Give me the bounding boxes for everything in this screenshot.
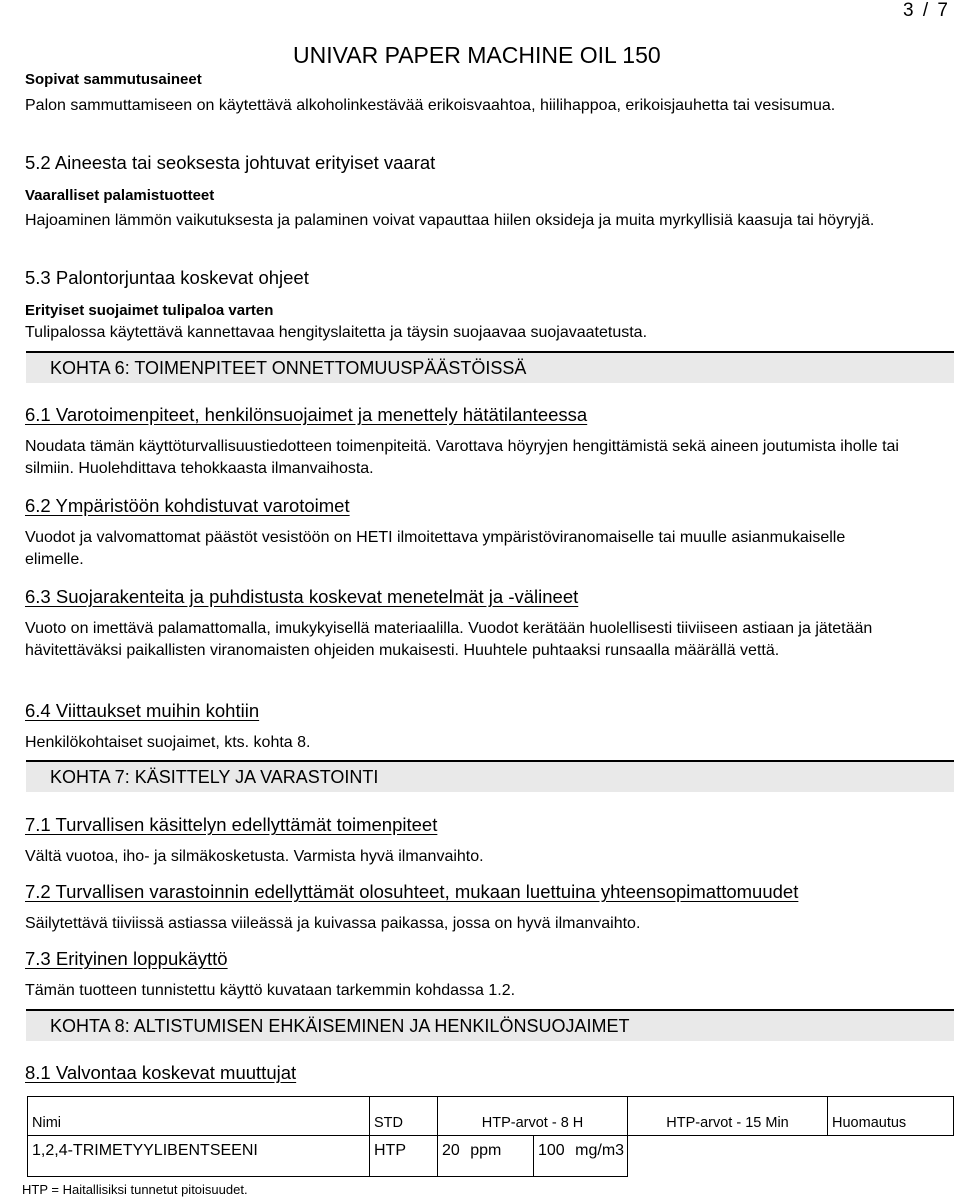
cell-empty-1: [628, 1136, 828, 1177]
heading-5-3: 5.3 Palontorjuntaa koskevat ohjeet: [25, 267, 309, 288]
footnote: HTP = Haitallisiksi tunnetut pitoisuudet.: [22, 1182, 248, 1197]
page-total: 7: [937, 0, 950, 21]
section-title-8: KOHTA 8: ALTISTUMISEN EHKÄISEMINEN JA HENKILÖNSUOJAIMET: [50, 1016, 630, 1036]
heading-5-2: 5.2 Aineesta tai seoksesta johtuvat erityiset vaarat: [25, 152, 436, 173]
page-separator: /: [922, 0, 931, 21]
section-band-7: [26, 760, 954, 792]
heading-6-4: 6.4 Viittaukset muihin kohtiin: [25, 700, 260, 721]
value-8h-number: 20: [442, 1142, 460, 1159]
cell-empty-2: [828, 1136, 954, 1177]
page-number: [903, 0, 950, 22]
section-band-8: [26, 1009, 954, 1041]
value-15min-number: 100: [538, 1142, 565, 1159]
cell-std: HTP: [370, 1136, 438, 1177]
cell-name: 1,2,4-TRIMETYYLIBENTSEENI: [28, 1136, 370, 1177]
cell-15min-value: [534, 1136, 628, 1177]
value-15min-unit: mg/m3: [575, 1142, 625, 1159]
text-hazardous-combustion: Hajoaminen lämmön vaikutuksesta ja palaminen voivat vapauttaa hiilen oksideja ja muita myrkyllisiä kaasuja tai höyryjä.: [25, 212, 875, 229]
col-header-htp-15min: HTP-arvot - 15 Min: [628, 1097, 828, 1136]
heading-7-2: 7.2 Turvallisen varastoinnin edellyttämät olosuhteet, mukaan luettuina yhteensopimattomuudet: [25, 881, 799, 902]
value-8h-unit: ppm: [470, 1142, 502, 1159]
text-7-3: Tämän tuotteen tunnistettu käyttö kuvataan tarkemmin kohdassa 1.2.: [25, 982, 516, 999]
text-extinguishers: Palon sammuttamiseen on käytettävä alkoholinkestävää erikoisvaahtoa, hiilihappoa, erikoisjauhetta tai vesisumua.: [25, 97, 836, 114]
heading-8-1: 8.1 Valvontaa koskevat muuttujat: [25, 1062, 297, 1083]
label-hazardous-combustion: Vaaralliset palamistuotteet: [25, 187, 215, 204]
page-current: 3: [903, 0, 916, 21]
heading-7-1: 7.1 Turvallisen käsittelyn edellyttämät toimenpiteet: [25, 814, 438, 835]
heading-6-1: 6.1 Varotoimenpiteet, henkilönsuojaimet ja menettely hätätilanteessa: [25, 404, 588, 425]
heading-7-3: 7.3 Erityinen loppukäyttö: [25, 948, 228, 969]
section-title-6: KOHTA 6: TOIMENPITEET ONNETTOMUUSPÄÄSTÖISSÄ: [50, 358, 527, 378]
text-6-4: Henkilökohtaiset suojaimet, kts. kohta 8.: [25, 734, 311, 751]
table-header-row: [28, 1097, 954, 1136]
col-header-std: STD: [370, 1097, 438, 1136]
label-protective-equipment: Erityiset suojaimet tulipaloa varten: [25, 302, 274, 319]
text-7-1: Vältä vuotoa, iho- ja silmäkosketusta. Varmista hyvä ilmanvaihto.: [25, 848, 484, 865]
section-title-7: KOHTA 7: KÄSITTELY JA VARASTOINTI: [50, 767, 379, 787]
table-row: [28, 1136, 954, 1177]
text-protective-equipment: Tulipalossa käytettävä kannettavaa hengityslaitetta ja täysin suojaavaa suojavaatetusta.: [25, 324, 648, 341]
cell-8h-value: [438, 1136, 534, 1177]
text-6-2: Vuodot ja valvomattomat päästöt vesistöön on HETI ilmoitettava ympäristöviranomaiselle tai muulle asianmukaiselle elimelle.: [25, 529, 846, 568]
document-title: UNIVAR PAPER MACHINE OIL 150: [293, 42, 661, 68]
heading-6-3: 6.3 Suojarakenteita ja puhdistusta koskevat menetelmät ja -välineet: [25, 586, 579, 607]
section-band-6: [26, 351, 954, 383]
col-header-remark: Huomautus: [828, 1097, 954, 1136]
col-header-htp-8h: HTP-arvot - 8 H: [438, 1097, 628, 1136]
col-header-name: Nimi: [28, 1097, 370, 1136]
label-suitable-extinguishers: Sopivat sammutusaineet: [25, 71, 202, 88]
text-6-1: Noudata tämän käyttöturvallisuustiedotteen toimenpiteitä. Varottava höyryjen hengittämistä sekä aineen joutumista iholle tai silmiin. Huolehdittava tehokkaasta ilmanvaihosta.: [25, 438, 899, 477]
heading-6-2: 6.2 Ympäristöön kohdistuvat varotoimet: [25, 495, 350, 516]
exposure-limits-table: [27, 1096, 954, 1177]
text-6-3: Vuoto on imettävä palamattomalla, imukykyisellä materiaalilla. Vuodot kerätään huolellisesti tiiviiseen astiaan ja jätetään hävitettäväksi paikallisten viranomaisten ohjeiden mukaisesti. Huuhtele puhtaaksi runsaalla määrällä vettä.: [25, 620, 873, 659]
text-7-2: Säilytettävä tiiviissä astiassa viileässä ja kuivassa paikassa, jossa on hyvä ilmanvaihto.: [25, 915, 641, 932]
